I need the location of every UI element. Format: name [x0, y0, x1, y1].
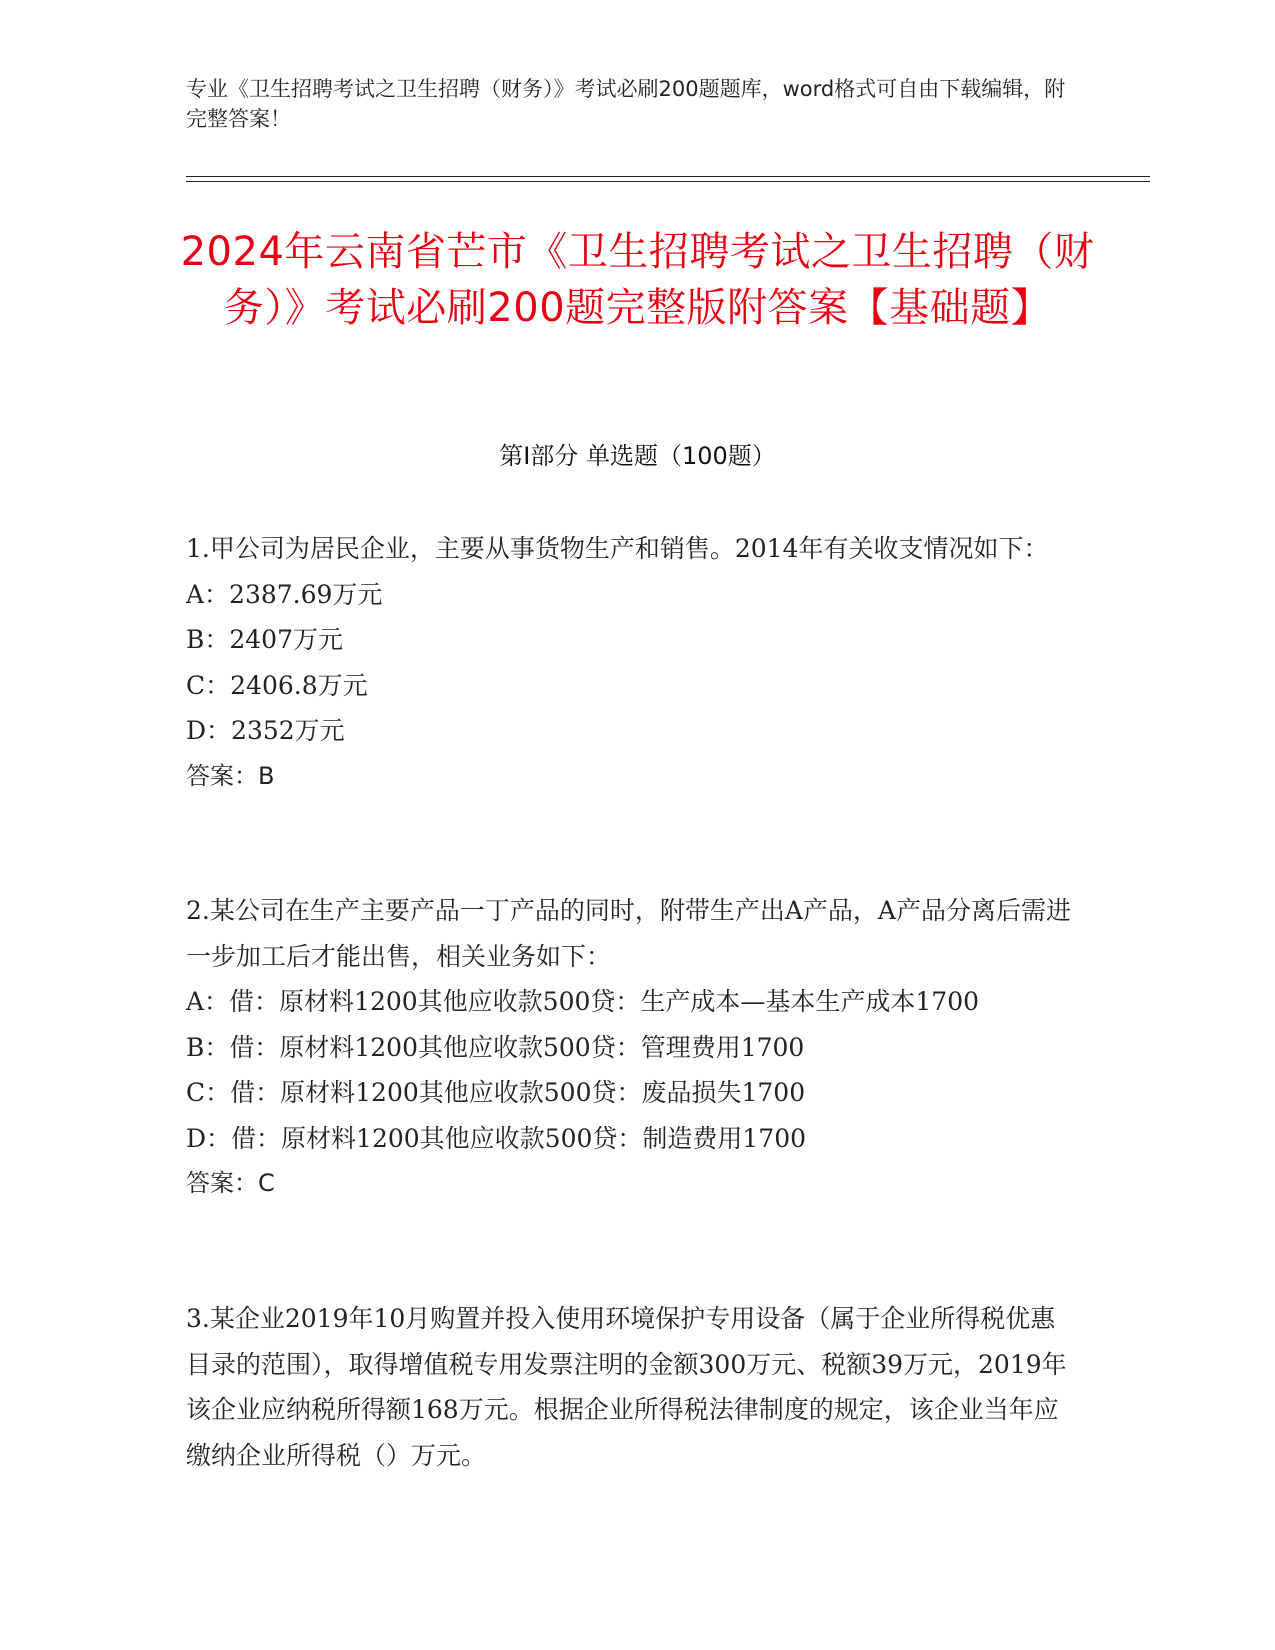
- header-divider-bottom: [186, 181, 1150, 182]
- option-d: D：借：原材料1200其他应收款500贷：制造费用1700: [186, 1123, 807, 1153]
- header-divider-top: [186, 176, 1150, 177]
- question-stem: 1.甲公司为居民企业，主要从事货物生产和销售。2014年有关收支情况如下：: [186, 534, 1049, 563]
- option-b: B：借：原材料1200其他应收款500贷：管理费用1700: [186, 1032, 805, 1062]
- answer: 答案：C: [186, 1169, 275, 1197]
- header-note: 专业《卫生招聘考试之卫生招聘（财务）》考试必刷200题题库，word格式可自由下载编辑，附完整答案！: [186, 77, 1066, 131]
- question-2: [186, 888, 1076, 1207]
- option-a: A：2387.69万元: [186, 579, 383, 609]
- option-a: A：借：原材料1200其他应收款500贷：生产成本—基本生产成本1700: [186, 987, 980, 1016]
- option-b: B：2407万元: [186, 625, 343, 654]
- document-title: 2024年云南省芒市《卫生招聘考试之卫生招聘（财务）》考试必刷200题完整版附答案【基础题】: [180, 229, 1095, 331]
- question-stem: 2.某公司在生产主要产品一丁产品的同时，附带生产出A产品，A产品分离后需进一步加工后才能出售，相关业务如下：: [186, 896, 1071, 971]
- question-1: [186, 526, 1076, 799]
- option-d: D：2352万元: [186, 716, 345, 745]
- question-3: [186, 1296, 1076, 1478]
- answer: 答案：B: [186, 761, 275, 790]
- option-c: C：借：原材料1200其他应收款500贷：废品损失1700: [186, 1078, 806, 1107]
- section-heading: 第I部分 单选题（100题）: [499, 442, 776, 470]
- option-c: C：2406.8万元: [186, 670, 368, 700]
- question-stem: 3.某企业2019年10月购置并投入使用环境保护专用设备（属于企业所得税优惠目录的范围），取得增值税专用发票注明的金额300万元、税额39万元，2019年该企业应纳税所得额168万元。根据企业所得税法律制度的规定，该企业当年应缴纳企业所得税（）万元。: [186, 1304, 1067, 1470]
